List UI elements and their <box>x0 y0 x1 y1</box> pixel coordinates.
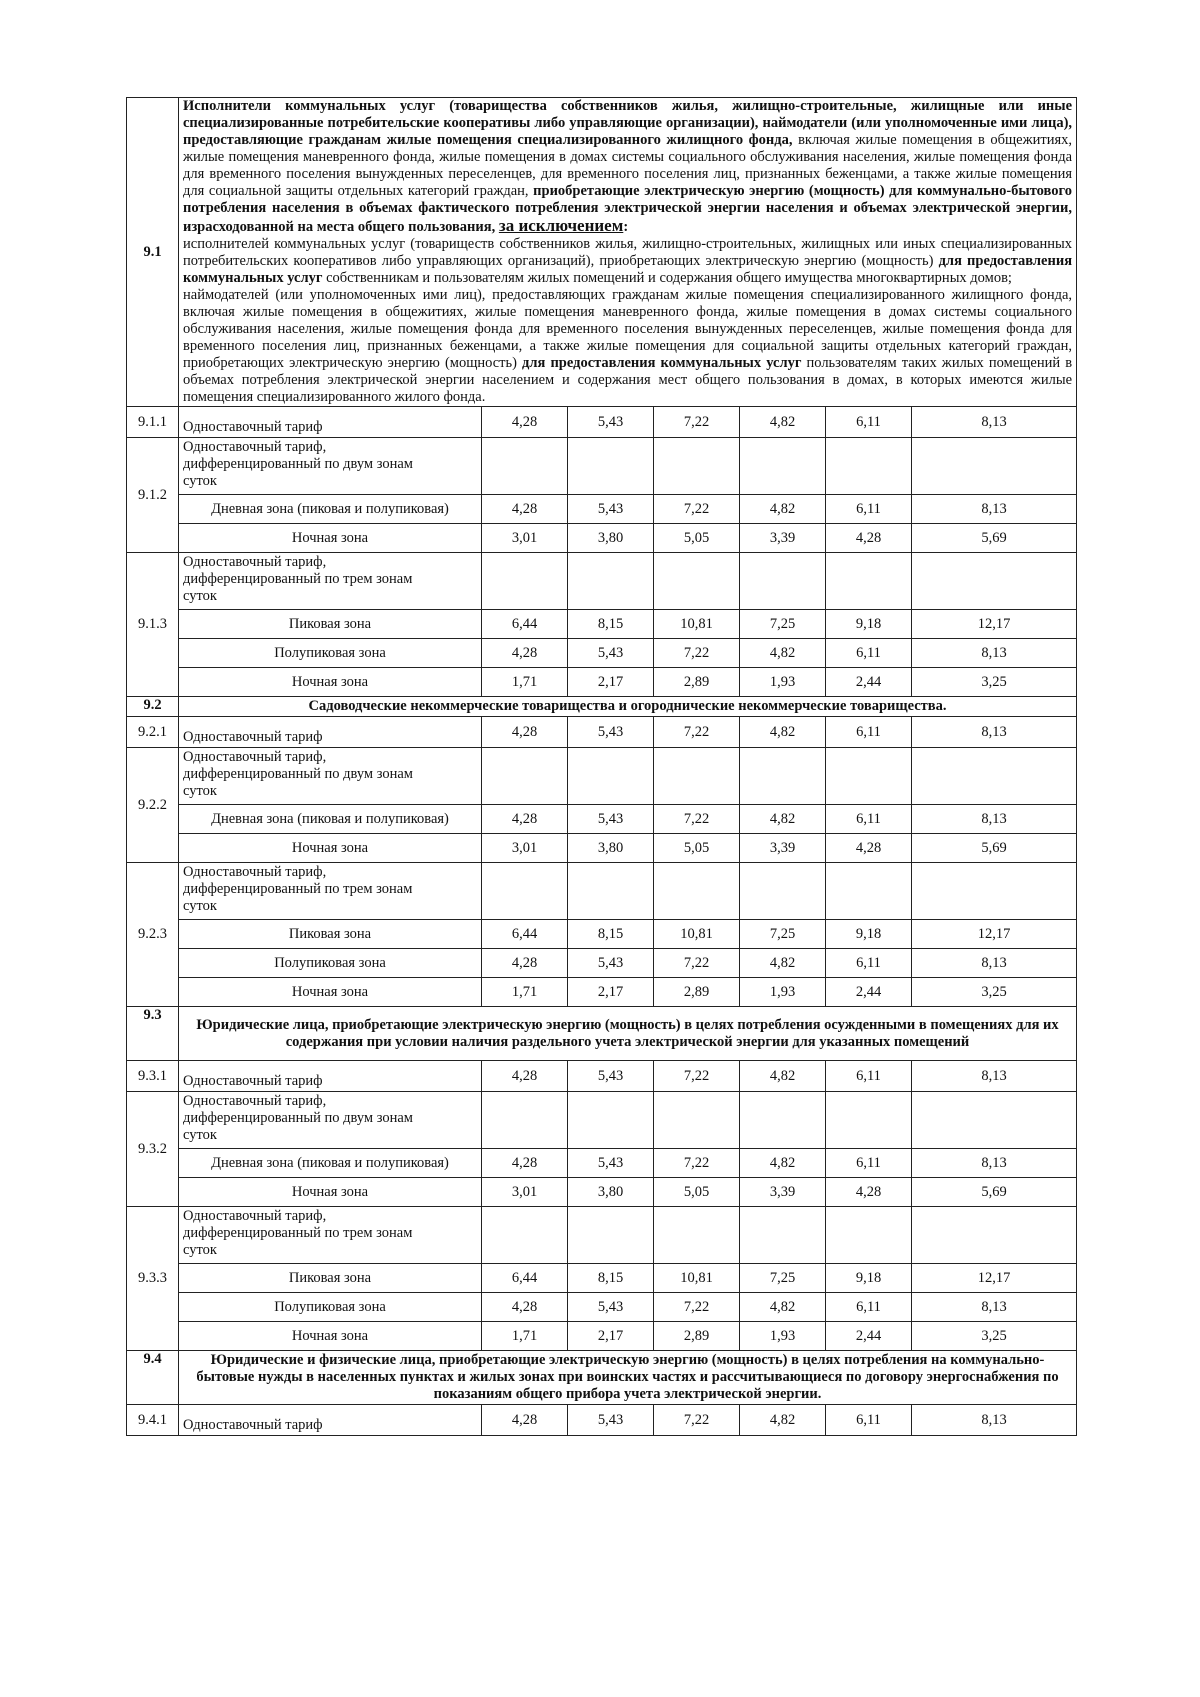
tariff-group-row <box>127 748 1077 805</box>
tariff-value: 4,82 <box>740 639 826 668</box>
tariff-value: 3,01 <box>482 834 568 863</box>
tariff-value: 7,22 <box>654 1293 740 1322</box>
tariff-value: 4,28 <box>482 1293 568 1322</box>
empty-value-cell <box>568 1207 654 1264</box>
tariff-value: 6,11 <box>826 1149 912 1178</box>
tariff-value: 1,71 <box>482 668 568 697</box>
zone-label: Полупиковая зона <box>179 1293 482 1322</box>
tariff-value: 4,28 <box>482 717 568 748</box>
tariff-value: 5,43 <box>568 1293 654 1322</box>
tariff-value: 1,93 <box>740 978 826 1007</box>
empty-value-cell <box>482 438 568 495</box>
exclusion-text: за исключением <box>498 216 624 235</box>
empty-value-cell <box>740 438 826 495</box>
zone-row <box>127 1322 1077 1351</box>
description-bold-text: приобретающие электрическую энергию (мощность) для коммунально-бытового потребления населения в объемах фактического потребления электрической энергии населения и объемах электрической энергии, израсходованной на места общего пользования, <box>183 183 1073 235</box>
tariff-value: 4,28 <box>482 1149 568 1178</box>
tariff-row <box>127 1405 1077 1436</box>
description-text: пользователям таких жилых помещений в объемах потребления электрической энергии населением и содержания мест общего пользования в домах, в которых имеются жилые помещения специализированного жилого фонда. <box>183 355 1073 405</box>
empty-value-cell <box>482 863 568 920</box>
empty-value-cell <box>826 748 912 805</box>
tariff-value: 4,28 <box>826 834 912 863</box>
row-code: 9.1.3 <box>127 553 179 697</box>
tariff-value: 4,82 <box>740 717 826 748</box>
section-row <box>127 1351 1077 1405</box>
tariff-value: 6,44 <box>482 1264 568 1293</box>
tariff-value: 4,28 <box>482 495 568 524</box>
tariff-value: 6,11 <box>826 639 912 668</box>
tariff-value: 6,11 <box>826 717 912 748</box>
row-code: 9.3.1 <box>127 1061 179 1092</box>
tariff-row <box>127 1061 1077 1092</box>
tariff-value: 3,25 <box>912 1322 1077 1351</box>
section-row <box>127 1007 1077 1061</box>
tariff-value: 6,11 <box>826 805 912 834</box>
tariff-value: 1,93 <box>740 1322 826 1351</box>
empty-value-cell <box>740 1207 826 1264</box>
section-row <box>127 98 1077 407</box>
tariff-value: 5,69 <box>912 524 1077 553</box>
tariff-value: 7,25 <box>740 610 826 639</box>
tariff-value: 4,82 <box>740 1293 826 1322</box>
tariff-group-row <box>127 863 1077 920</box>
tariff-value: 8,13 <box>912 1293 1077 1322</box>
tariff-value: 7,22 <box>654 495 740 524</box>
tariff-label: Одноставочный тариф, дифференцированный по двум зонам суток <box>179 748 482 805</box>
tariff-value: 3,01 <box>482 524 568 553</box>
tariff-value: 6,11 <box>826 1405 912 1436</box>
description-paragraph <box>183 98 1072 236</box>
empty-value-cell <box>740 553 826 610</box>
tariff-value: 4,82 <box>740 1405 826 1436</box>
section-title: Юридические лица, приобретающие электрическую энергию (мощность) в целях потребления осужденными в помещениях для их содержания при условии наличия раздельного учета электрической энергии для указанных помещений <box>179 1007 1077 1061</box>
tariff-value: 5,05 <box>654 1178 740 1207</box>
tariff-value: 1,71 <box>482 978 568 1007</box>
tariff-value: 2,17 <box>568 978 654 1007</box>
empty-value-cell <box>654 553 740 610</box>
empty-value-cell <box>912 438 1077 495</box>
zone-label: Ночная зона <box>179 834 482 863</box>
tariff-value: 10,81 <box>654 1264 740 1293</box>
empty-value-cell <box>654 748 740 805</box>
empty-value-cell <box>826 1092 912 1149</box>
zone-row <box>127 668 1077 697</box>
description-paragraph <box>183 236 1072 287</box>
tariff-value: 2,17 <box>568 668 654 697</box>
tariff-value: 4,28 <box>482 949 568 978</box>
section-title: Юридические и физические лица, приобретающие электрическую энергию (мощность) в целях потребления на коммунально-бытовые нужды в населенных пунктах и жилых зонах при воинских частях и рассчитывающиеся по договору энергоснабжения по показаниям общего прибора учета электрической энергии. <box>179 1351 1077 1405</box>
zone-row <box>127 920 1077 949</box>
row-code: 9.2.1 <box>127 717 179 748</box>
zone-label: Дневная зона (пиковая и полупиковая) <box>179 1149 482 1178</box>
section-code: 9.4 <box>127 1351 179 1405</box>
empty-value-cell <box>568 553 654 610</box>
empty-value-cell <box>912 863 1077 920</box>
tariff-value: 5,05 <box>654 524 740 553</box>
tariff-value: 5,43 <box>568 1061 654 1092</box>
zone-row <box>127 834 1077 863</box>
zone-label: Ночная зона <box>179 524 482 553</box>
zone-row <box>127 978 1077 1007</box>
tariff-value: 4,28 <box>482 407 568 438</box>
tariff-value: 7,22 <box>654 1149 740 1178</box>
zone-row <box>127 1264 1077 1293</box>
tariff-value: 8,13 <box>912 495 1077 524</box>
zone-label: Пиковая зона <box>179 610 482 639</box>
tariff-label: Одноставочный тариф <box>179 407 482 438</box>
tariff-value: 2,17 <box>568 1322 654 1351</box>
tariff-value: 5,43 <box>568 1405 654 1436</box>
empty-value-cell <box>568 438 654 495</box>
tariff-value: 2,89 <box>654 978 740 1007</box>
description-bold-text: для предоставления коммунальных услуг <box>183 253 1073 286</box>
tariff-value: 5,05 <box>654 834 740 863</box>
tariff-group-row <box>127 553 1077 610</box>
tariff-value: 4,82 <box>740 1061 826 1092</box>
tariff-value: 3,01 <box>482 1178 568 1207</box>
description-text: наймодателей (или уполномоченных ими лиц), предоставляющих гражданам жилые помещения специализированного жилищного фонда, включая жилые помещения в общежитиях, жилые помещения маневренного фонда, жилые помещения в домах системы социального обслуживания населения, жилые помещения фонда для временного поселения вынужденных переселенцев, жилые помещения фонда для временного поселения лиц, признанных беженцами, а также жилые помещения для социальной защиты отдельных категорий граждан, приобретающих электрическую энергию (мощность) <box>183 287 1073 371</box>
tariff-value: 8,15 <box>568 610 654 639</box>
empty-value-cell <box>912 1207 1077 1264</box>
row-code: 9.4.1 <box>127 1405 179 1436</box>
tariff-value: 5,69 <box>912 1178 1077 1207</box>
tariff-value: 3,80 <box>568 524 654 553</box>
tariff-value: 4,82 <box>740 407 826 438</box>
tariff-value: 6,44 <box>482 610 568 639</box>
empty-value-cell <box>826 553 912 610</box>
tariff-value: 1,71 <box>482 1322 568 1351</box>
tariff-value: 4,28 <box>826 1178 912 1207</box>
tariff-row <box>127 407 1077 438</box>
empty-value-cell <box>740 1092 826 1149</box>
description-bold-text: : <box>623 219 629 235</box>
zone-row <box>127 495 1077 524</box>
tariff-value: 6,44 <box>482 920 568 949</box>
tariff-value: 6,11 <box>826 495 912 524</box>
empty-value-cell <box>482 553 568 610</box>
section-code: 9.1 <box>127 98 179 407</box>
tariff-value: 3,39 <box>740 1178 826 1207</box>
description-text: собственникам и пользователям жилых помещений и содержания общего имущества многоквартирных домов; <box>322 270 1012 286</box>
zone-label: Ночная зона <box>179 1322 482 1351</box>
tariff-value: 7,22 <box>654 1405 740 1436</box>
section-code: 9.2 <box>127 697 179 717</box>
empty-value-cell <box>654 438 740 495</box>
tariff-value: 7,22 <box>654 717 740 748</box>
zone-row <box>127 639 1077 668</box>
description-bold-text: для предоставления коммунальных услуг <box>522 355 802 371</box>
tariff-row <box>127 717 1077 748</box>
empty-value-cell <box>654 1092 740 1149</box>
description-text: включая жилые помещения в общежитиях, жилые помещения маневренного фонда, жилые помещения в домах системы социального обслуживания населения, жилые помещения фонда для временного поселения вынужденных переселенцев, для временного поселения лиц, признанных беженцами, а также жилые помещения для социальной защиты отдельных категорий граждан, <box>183 132 1073 199</box>
tariff-value: 1,93 <box>740 668 826 697</box>
tariff-value: 3,80 <box>568 834 654 863</box>
tariff-value: 5,43 <box>568 495 654 524</box>
empty-value-cell <box>568 863 654 920</box>
tariff-value: 12,17 <box>912 1264 1077 1293</box>
tariff-value: 4,28 <box>482 1405 568 1436</box>
zone-row <box>127 805 1077 834</box>
tariff-value: 5,43 <box>568 949 654 978</box>
tariff-value: 2,89 <box>654 1322 740 1351</box>
tariff-value: 8,13 <box>912 717 1077 748</box>
tariff-value: 7,25 <box>740 920 826 949</box>
tariff-value: 2,44 <box>826 1322 912 1351</box>
row-code: 9.2.2 <box>127 748 179 863</box>
tariff-value: 5,69 <box>912 834 1077 863</box>
tariff-value: 9,18 <box>826 1264 912 1293</box>
tariff-label: Одноставочный тариф, дифференцированный по двум зонам суток <box>179 438 482 495</box>
zone-row <box>127 524 1077 553</box>
row-code: 9.1.2 <box>127 438 179 553</box>
tariff-label: Одноставочный тариф, дифференцированный по двум зонам суток <box>179 1092 482 1149</box>
tariff-label: Одноставочный тариф, дифференцированный по трем зонам суток <box>179 1207 482 1264</box>
tariff-value: 6,11 <box>826 949 912 978</box>
zone-label: Полупиковая зона <box>179 949 482 978</box>
tariff-value: 7,22 <box>654 639 740 668</box>
empty-value-cell <box>826 438 912 495</box>
tariff-value: 6,11 <box>826 1293 912 1322</box>
tariff-value: 10,81 <box>654 920 740 949</box>
tariff-value: 8,13 <box>912 407 1077 438</box>
zone-label: Пиковая зона <box>179 1264 482 1293</box>
section-title: Садоводческие некоммерческие товарищества и огороднические некоммерческие товарищества. <box>179 697 1077 717</box>
tariff-value: 6,11 <box>826 1061 912 1092</box>
zone-label: Дневная зона (пиковая и полупиковая) <box>179 805 482 834</box>
tariff-value: 5,43 <box>568 639 654 668</box>
tariff-value: 5,43 <box>568 717 654 748</box>
empty-value-cell <box>654 863 740 920</box>
tariff-value: 3,80 <box>568 1178 654 1207</box>
empty-value-cell <box>568 1092 654 1149</box>
tariff-value: 3,25 <box>912 668 1077 697</box>
tariff-label: Одноставочный тариф, дифференцированный по трем зонам суток <box>179 553 482 610</box>
tariff-group-row <box>127 1207 1077 1264</box>
tariff-label: Одноставочный тариф <box>179 1061 482 1092</box>
empty-value-cell <box>740 748 826 805</box>
tariff-label: Одноставочный тариф <box>179 1405 482 1436</box>
zone-row <box>127 1178 1077 1207</box>
empty-value-cell <box>912 553 1077 610</box>
section-row <box>127 697 1077 717</box>
tariff-value: 2,89 <box>654 668 740 697</box>
section-description <box>179 98 1077 407</box>
tariff-value: 7,25 <box>740 1264 826 1293</box>
zone-row <box>127 1293 1077 1322</box>
tariff-value: 6,11 <box>826 407 912 438</box>
tariff-value: 12,17 <box>912 920 1077 949</box>
tariff-value: 12,17 <box>912 610 1077 639</box>
tariff-value: 7,22 <box>654 805 740 834</box>
empty-value-cell <box>912 748 1077 805</box>
tariff-value: 4,82 <box>740 949 826 978</box>
row-code: 9.2.3 <box>127 863 179 1007</box>
tariff-value: 7,22 <box>654 1061 740 1092</box>
empty-value-cell <box>482 1207 568 1264</box>
empty-value-cell <box>740 863 826 920</box>
zone-label: Пиковая зона <box>179 920 482 949</box>
zone-label: Ночная зона <box>179 1178 482 1207</box>
tariff-value: 5,43 <box>568 805 654 834</box>
section-code: 9.3 <box>127 1007 179 1061</box>
empty-value-cell <box>482 748 568 805</box>
tariff-label: Одноставочный тариф <box>179 717 482 748</box>
tariff-value: 5,43 <box>568 407 654 438</box>
zone-row <box>127 1149 1077 1178</box>
tariff-value: 3,25 <box>912 978 1077 1007</box>
zone-label: Полупиковая зона <box>179 639 482 668</box>
tariff-value: 4,28 <box>482 1061 568 1092</box>
tariff-value: 2,44 <box>826 978 912 1007</box>
tariff-value: 4,82 <box>740 805 826 834</box>
tariff-value: 9,18 <box>826 610 912 639</box>
description-bold-text: Исполнители коммунальных услуг (товарищества собственников жилья, жилищно-строительные, жилищные или иные специализированные потребительские кооперативы либо управляющие организации), наймодатели (или уполномоченные ими лица), предоставляющие гражданам жилые помещения специализированного жилищного фонда, <box>183 98 1073 148</box>
tariff-value: 2,44 <box>826 668 912 697</box>
zone-label: Дневная зона (пиковая и полупиковая) <box>179 495 482 524</box>
tariff-label: Одноставочный тариф, дифференцированный по трем зонам суток <box>179 863 482 920</box>
empty-value-cell <box>654 1207 740 1264</box>
zone-row <box>127 949 1077 978</box>
row-code: 9.3.3 <box>127 1207 179 1351</box>
tariff-value: 4,82 <box>740 495 826 524</box>
empty-value-cell <box>568 748 654 805</box>
zone-row <box>127 610 1077 639</box>
zone-label: Ночная зона <box>179 978 482 1007</box>
tariff-value: 5,43 <box>568 1149 654 1178</box>
tariff-value: 4,28 <box>482 805 568 834</box>
empty-value-cell <box>482 1092 568 1149</box>
tariff-table <box>126 97 1077 1436</box>
tariff-value: 8,15 <box>568 920 654 949</box>
tariff-value: 9,18 <box>826 920 912 949</box>
row-code: 9.3.2 <box>127 1092 179 1207</box>
tariff-value: 3,39 <box>740 524 826 553</box>
tariff-value: 8,13 <box>912 1061 1077 1092</box>
tariff-value: 8,13 <box>912 1405 1077 1436</box>
zone-label: Ночная зона <box>179 668 482 697</box>
tariff-value: 7,22 <box>654 949 740 978</box>
tariff-value: 8,15 <box>568 1264 654 1293</box>
row-code: 9.1.1 <box>127 407 179 438</box>
empty-value-cell <box>912 1092 1077 1149</box>
empty-value-cell <box>826 1207 912 1264</box>
tariff-value: 4,28 <box>482 639 568 668</box>
tariff-value: 8,13 <box>912 949 1077 978</box>
empty-value-cell <box>826 863 912 920</box>
tariff-value: 3,39 <box>740 834 826 863</box>
tariff-value: 8,13 <box>912 639 1077 668</box>
tariff-value: 7,22 <box>654 407 740 438</box>
tariff-group-row <box>127 1092 1077 1149</box>
description-paragraph <box>183 287 1072 406</box>
tariff-value: 4,28 <box>826 524 912 553</box>
tariff-value: 10,81 <box>654 610 740 639</box>
description-text: исполнителей коммунальных услуг (товариществ собственников жилья, жилищно-строительных, жилищных или иных специализированных потребительских кооперативов либо управляющих организаций), приобретающих электрическую энергию (мощность) <box>183 236 1073 269</box>
tariff-value: 4,82 <box>740 1149 826 1178</box>
tariff-value: 8,13 <box>912 1149 1077 1178</box>
tariff-group-row <box>127 438 1077 495</box>
tariff-value: 8,13 <box>912 805 1077 834</box>
